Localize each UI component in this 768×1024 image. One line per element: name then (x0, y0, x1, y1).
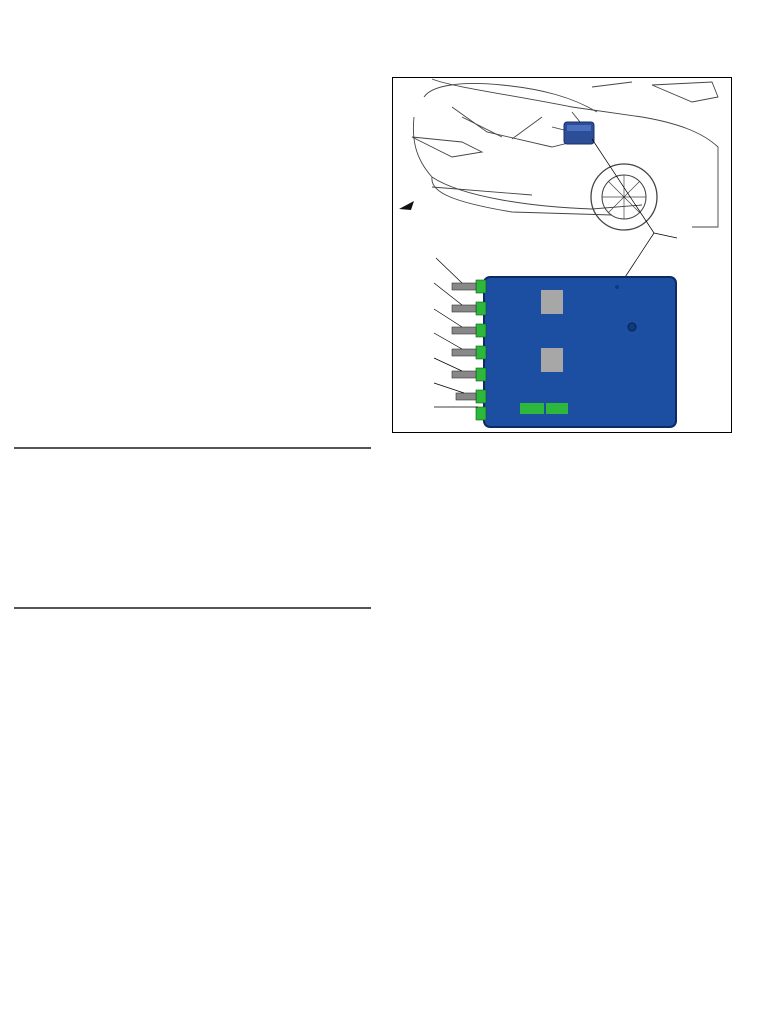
col-header-no (15, 608, 27, 609)
fuse-sb9 (546, 403, 568, 414)
col-header-nominal (151, 608, 177, 609)
col-header-designation (25, 448, 151, 449)
fuse-table-1 (14, 447, 371, 449)
relay-slot (541, 290, 563, 314)
col-header-no (15, 448, 25, 449)
table-header-row (15, 448, 371, 449)
fuse-panel (484, 277, 676, 427)
col-header-nominal (151, 448, 177, 449)
fuse-location-diagram (392, 77, 732, 433)
col-header-terminal (345, 608, 371, 609)
col-header-terminal (345, 448, 371, 449)
relay-slot (541, 348, 563, 372)
fuse-table-2 (14, 607, 371, 609)
fuse-sb10 (520, 403, 544, 414)
col-header-designation (27, 608, 151, 609)
col-header-function (177, 608, 345, 609)
table-header-row (15, 608, 371, 609)
diagram-svg (392, 77, 732, 433)
col-header-function (177, 448, 345, 449)
